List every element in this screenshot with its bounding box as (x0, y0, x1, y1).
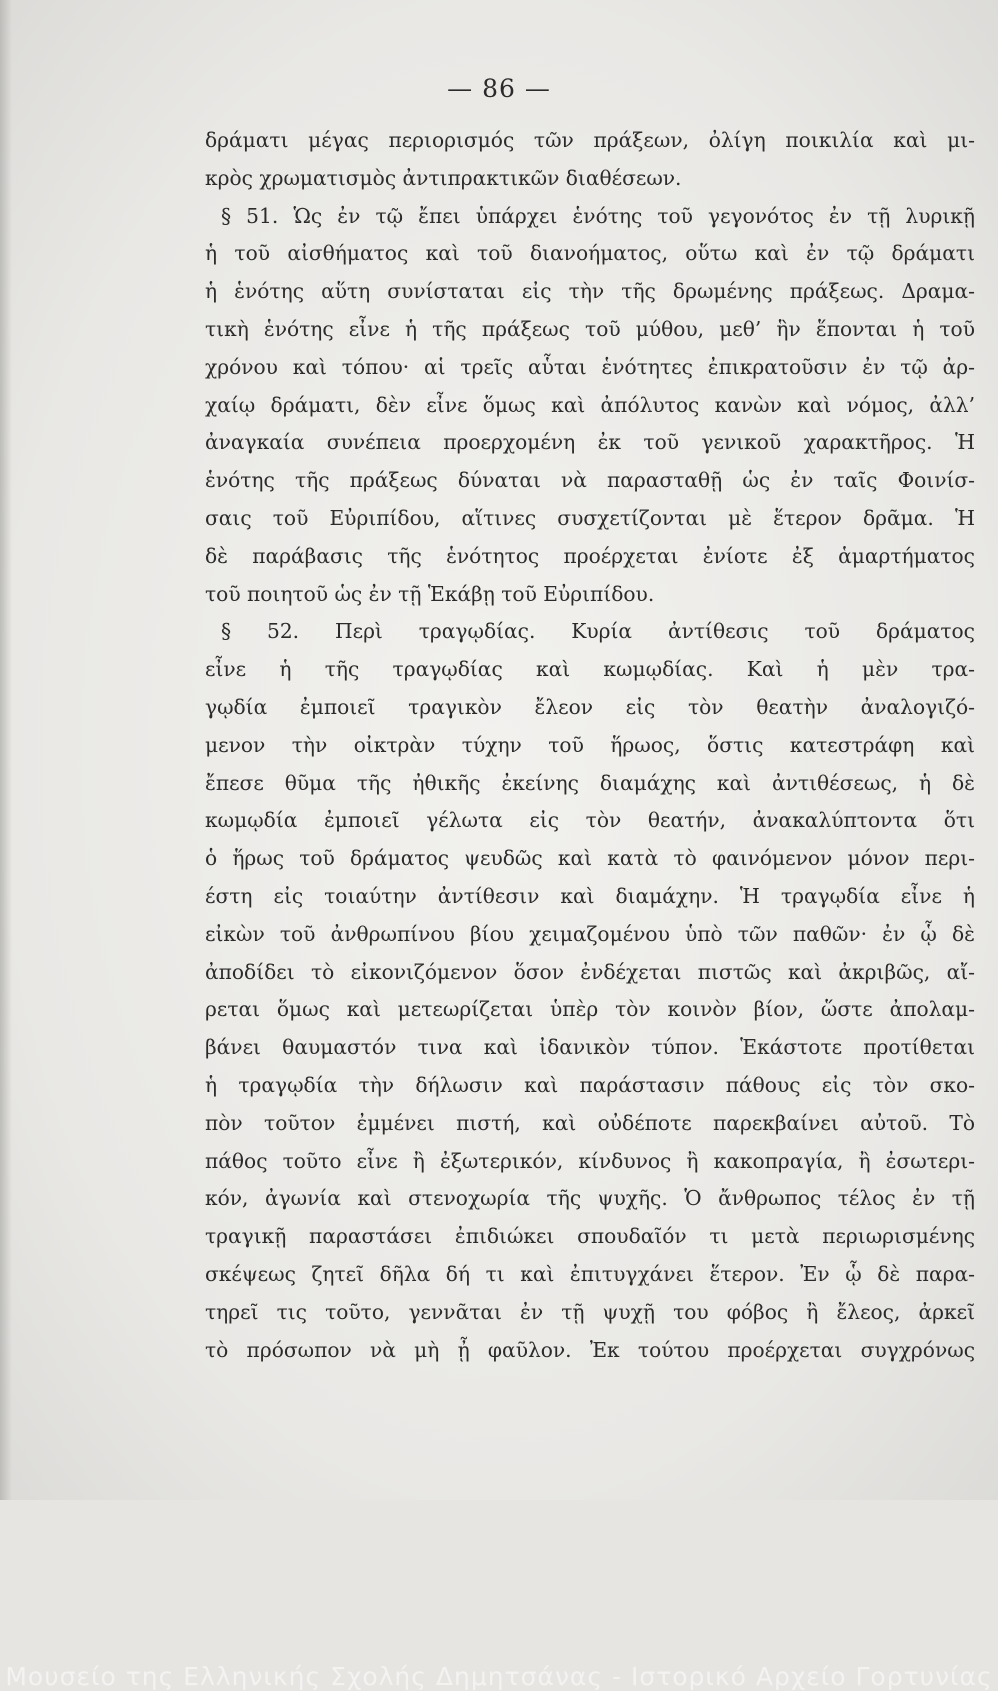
text-line: ἡ τοῦ αἰσθήματος καὶ τοῦ διανοήματος, οὕτω καὶ ἐν τῷ δράματι (205, 241, 975, 266)
text-line: χαίῳ δράματι, δὲν εἶνε ὅμως καὶ ἀπόλυτος κανὼν καὶ νόμος, ἀλλ’ (205, 392, 975, 417)
text-line: τικὴ ἑνότης εἶνε ἡ τῆς πράξεως τοῦ μύθου, μεθ’ ἣν ἕπονται ἡ τοῦ (205, 316, 975, 341)
text-line: πάθος τοῦτο εἶνε ἢ ἐξωτερικόν, κίνδυνος ἢ κακοπραγία, ἢ ἐσωτερι- (205, 1148, 975, 1173)
section-52-heading: § 52. Περὶ τραγῳδίας. Κυρία ἀντίθεσις τοῦ δράματος (221, 619, 975, 644)
text-line: εἰκὼν τοῦ ἀνθρωπίνου βίου χειμαζομένου ὑπὸ τῶν παθῶν· ἐν ᾧ δὲ (205, 921, 975, 946)
page-number: — 86 — (447, 74, 551, 103)
text-line: ἀναγκαία συνέπεια προερχομένη ἐκ τοῦ γενικοῦ χαρακτῆρος. Ἡ (205, 430, 975, 455)
page-edge-shadow (0, 0, 12, 1500)
text-line: μενον τὴν οἰκτρὰν τύχην τοῦ ἥρωος, ὅστις κατεστράφη καὶ (205, 732, 975, 757)
section-51-start: § 51. Ὡς ἐν τῷ ἔπει ὑπάρχει ἑνότης τοῦ γεγονότος ἐν τῇ λυρικῇ (221, 203, 975, 228)
text-line: ἡ τραγῳδία τὴν δήλωσιν καὶ παράστασιν πάθους εἰς τὸν σκο- (205, 1072, 975, 1097)
text-line: σαις τοῦ Εὐριπίδου, αἵτινες συσχετίζονται μὲ ἕτερον δρᾶμα. Ἡ (205, 505, 975, 530)
text-line: τηρεῖ τις τοῦτο, γεννᾶται ἐν τῇ ψυχῇ του φόβος ἢ ἔλεος, ἀρκεῖ (205, 1299, 975, 1324)
text-line: ἔπεσε θῦμα τῆς ἠθικῆς ἐκείνης διαμάχης καὶ ἀντιθέσεως, ἡ δὲ (205, 770, 975, 795)
text-line: κόν, ἀγωνία καὶ στενοχωρία τῆς ψυχῆς. Ὁ ἄνθρωπος τέλος ἐν τῇ (205, 1186, 975, 1211)
text-line: έστη εἰς τοιαύτην ἀντίθεσιν καὶ διαμάχην. Ἡ τραγῳδία εἶνε ἡ (205, 883, 975, 908)
text-line: τραγικῇ παραστάσει ἐπιδιώκει σπουδαῖόν τι μετὰ περιωρισμένης (205, 1224, 975, 1249)
text-line: ρεται ὅμως καὶ μετεωρίζεται ὑπὲρ τὸν κοινὸν βίον, ὥστε ἀπολαμ- (205, 997, 975, 1022)
text-line: πὸν τοῦτον ἐμμένει πιστή, καὶ οὐδέποτε παρεκβαίνει αὐτοῦ. Τὸ (205, 1110, 975, 1135)
text-line: βάνει θαυμαστόν τινα καὶ ἰδανικὸν τύπον. Ἑκάστοτε προτίθεται (205, 1035, 975, 1060)
text-line: δὲ παράβασις τῆς ἑνότητος προέρχεται ἐνίοτε ἐξ ἁμαρτήματος (205, 543, 975, 568)
text-line: σκέψεως ζητεῖ δῆλα δή τι καὶ ἐπιτυγχάνει ἕτερον. Ἐν ᾧ δὲ παρα- (205, 1261, 975, 1286)
text-line: χρόνου καὶ τόπου· αἱ τρεῖς αὗται ἑνότητες ἐπικρατοῦσιν ἐν τῷ ἀρ- (205, 354, 975, 379)
text-line: ἀποδίδει τὸ εἰκονιζόμενον ὅσον ἐνδέχεται πιστῶς καὶ ἀκριβῶς, αἴ- (205, 959, 975, 984)
body-text (205, 122, 975, 1369)
text-line: κρὸς χρωματισμὸς ἀντιπρακτικῶν διαθέσεων. (205, 165, 682, 190)
text-line: ἑνότης τῆς πράξεως δύναται νὰ παρασταθῇ ὡς ἐν ταῖς Φοινίσ- (205, 468, 975, 493)
text-line: κωμῳδία ἐμποιεῖ γέλωτα εἰς τὸν θεατήν, ἀνακαλύπτοντα ὅτι (205, 808, 975, 833)
text-line: ὁ ἥρως τοῦ δράματος ψευδῶς καὶ κατὰ τὸ φαινόμενον μόνον περι- (205, 846, 975, 871)
text-line: γῳδία ἐμποιεῖ τραγικὸν ἔλεον εἰς τὸν θεατὴν ἀναλογιζό- (205, 694, 975, 719)
text-line: δράματι μέγας περιορισμός τῶν πράξεων, ὀλίγη ποικιλία καὶ μι- (205, 128, 975, 152)
archive-watermark: Μουσείο της Ελληνικής Σχολής Δημητσάνας - Ιστορικό Αρχείο Γορτυνίας (5, 1662, 993, 1691)
text-line: εἶνε ἡ τῆς τραγῳδίας καὶ κωμῳδίας. Καὶ ἡ μὲν τρα- (205, 657, 975, 682)
text-line: ἡ ἑνότης αὕτη συνίσταται εἰς τὴν τῆς δρωμένης πράξεως. Δραμα- (205, 279, 975, 304)
text-line: τοῦ ποιητοῦ ὡς ἐν τῇ Ἑκάβῃ τοῦ Εὐριπίδου. (205, 581, 655, 606)
text-line: τὸ πρόσωπον νὰ μὴ ᾖ φαῦλον. Ἐκ τούτου προέρχεται συγχρόνως (205, 1337, 975, 1362)
